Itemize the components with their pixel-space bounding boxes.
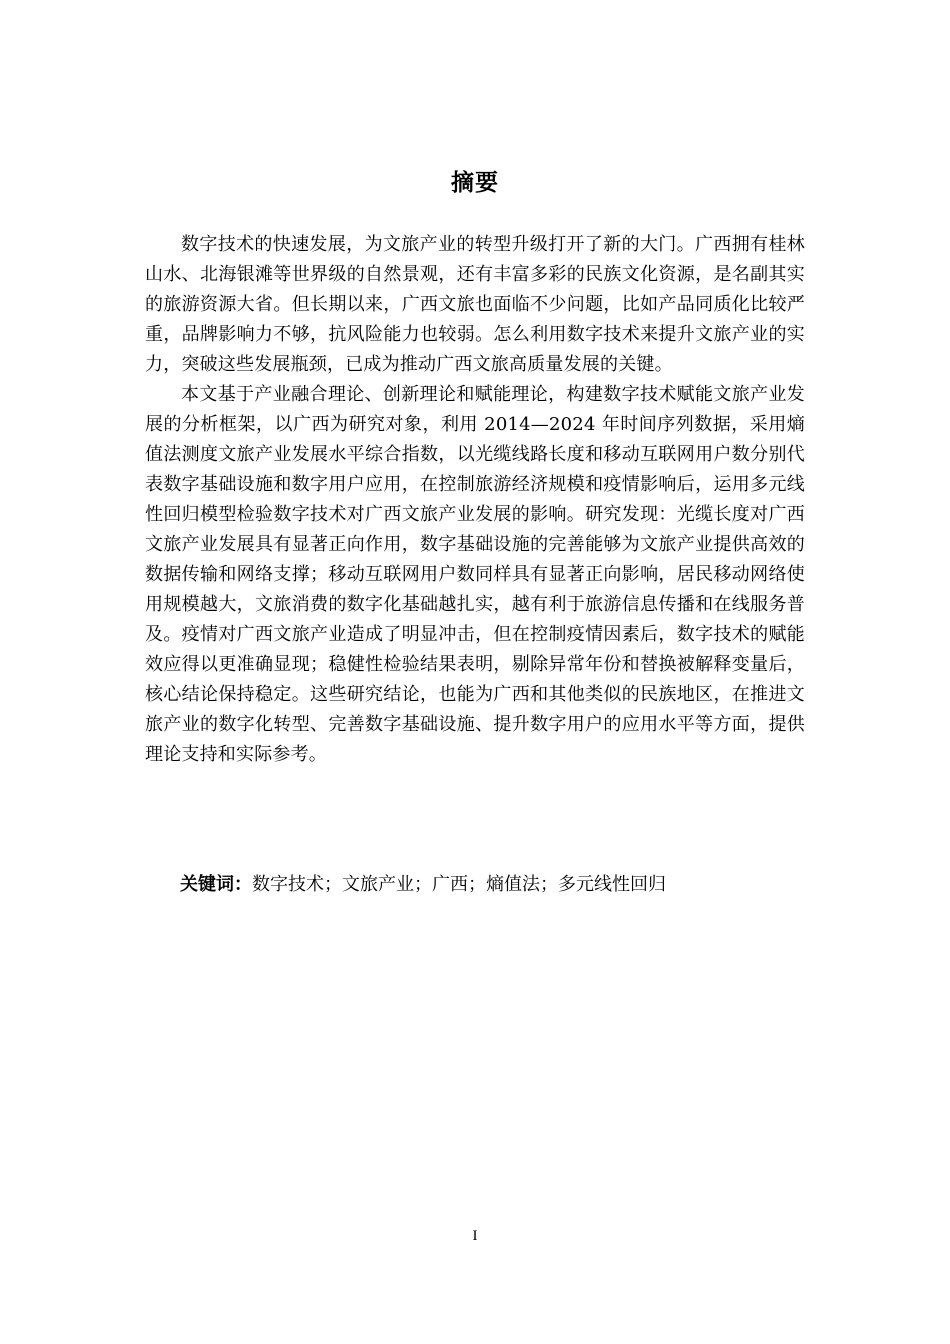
abstract-paragraph-1: 数字技术的快速发展，为文旅产业的转型升级打开了新的大门。广西拥有桂林山水、北海银滩等世界级的自然景观，还有丰富多彩的民族文化资源，是名副其实的旅游资源大省。但长期以来，广西文旅也面临不少问题，比如产品同质化比较严重，品牌影响力不够，抗风险能力也较弱。怎么利用数字技术来提升文旅产业的实力，突破这些发展瓶颈，已成为推动广西文旅高质量发展的关键。 — [145, 234, 805, 375]
page-number: I — [472, 1228, 478, 1244]
keywords-line — [180, 870, 805, 900]
abstract-body — [145, 230, 805, 770]
keywords-label: 关键词： — [180, 874, 252, 895]
keywords-values: 数字技术；文旅产业；广西；熵值法；多元线性回归 — [252, 874, 666, 895]
abstract-paragraph-2: 本文基于产业融合理论、创新理论和赋能理论，构建数字技术赋能文旅产业发展的分析框架，以广西为研究对象，利用 2014—2024 年时间序列数据，采用熵值法测度文旅产业发展水平综合指数，以光缆线路长度和移动互联网用户数分别代表数字基础设施和数字用户应用，在控制旅游经济规模和疫情影响后，运用多元线性回归模型检验数字技术对广西文旅产业发展的影响。研究发现：光缆长度对广西文旅产业发展具有显著正向作用，数字基础设施的完善能够为文旅产业提供高效的数据传输和网络支撑；移动互联网用户数同样具有显著正向影响，居民移动网络使用规模越大，文旅消费的数字化基础越扎实，越有利于旅游信息传播和在线服务普及。疫情对广西文旅产业造成了明显冲击，但在控制疫情因素后，数字技术的赋能效应得以更准确显现；稳健性检验结果表明，剔除异常年份和替换被解释变量后，核心结论保持稳定。这些研究结论，也能为广西和其他类似的民族地区，在推进文旅产业的数字化转型、完善数字基础设施、提升数字用户的应用水平等方面，提供理论支持和实际参考。 — [145, 384, 805, 765]
abstract-title: 摘要 — [451, 170, 499, 196]
